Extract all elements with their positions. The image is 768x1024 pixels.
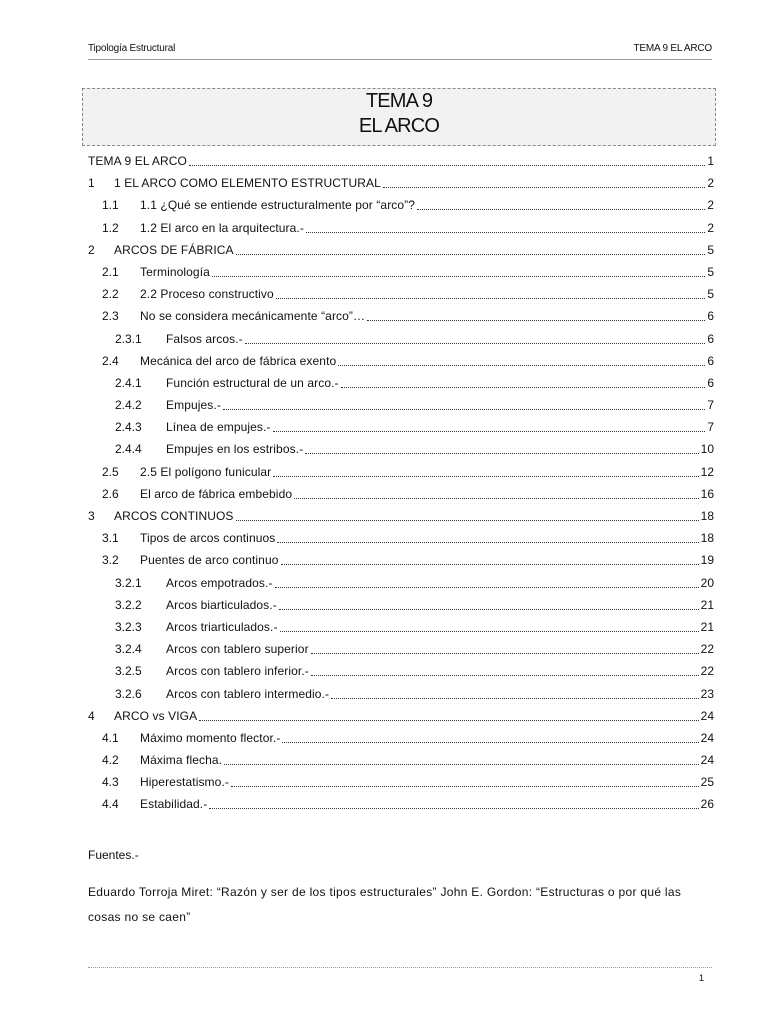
toc-entry-line [140,217,714,239]
toc-entry-line [166,372,714,394]
toc-entry[interactable] [88,305,714,327]
toc-entry[interactable] [88,527,714,549]
toc-entry-label: TEMA 9 EL ARCO [88,154,187,168]
header-chapter-title: TEMA 9 EL ARCO [633,43,712,54]
toc-entry-number: 3.1 [102,531,119,546]
toc-entry-line [166,438,714,460]
toc-entry[interactable] [88,283,714,305]
chapter-number: TEMA 9 [365,90,433,112]
toc-entry[interactable] [88,261,714,283]
toc-entry[interactable] [88,328,714,350]
footer-divider [88,967,712,968]
toc-entry-line [140,527,714,549]
toc-entry-label: 2.2 Proceso constructivo [140,287,274,302]
toc-entry-label: ARCO vs VIGA [114,708,198,723]
toc-entry-number: 2.5 [102,464,119,479]
toc-entry-page: 20 [700,575,714,590]
toc-entry-label: Línea de empujes.- [166,420,271,435]
toc-entry-number: 2.4.4 [115,442,142,457]
toc-entry-line [114,172,714,194]
toc-entry-number: 3 [88,509,95,523]
toc-entry-label: Mecánica del arco de fábrica exento [140,353,337,368]
toc-entry[interactable] [88,549,714,571]
toc-entry-label: Terminología [140,264,210,279]
toc-entry-page: 1 [707,154,714,168]
toc-leader-dots [341,372,706,388]
toc-entry[interactable] [88,239,714,261]
toc-entry[interactable] [88,416,714,438]
toc-entry-label: Arcos triarticulados.- [166,619,278,634]
toc-entry-line [140,461,714,483]
toc-entry[interactable] [88,372,714,394]
toc-entry[interactable] [88,505,714,527]
toc-entry-line [140,727,714,749]
toc-entry-label: Tipos de arcos continuos [140,531,276,546]
toc-entry-label: 2.5 El polígono funicular [140,464,272,479]
toc-entry-line [140,261,714,283]
toc-entry[interactable] [88,638,714,660]
toc-entry-page: 6 [707,309,714,324]
toc-leader-dots [311,660,699,676]
toc-entry-page: 24 [700,753,714,768]
toc-entry-line [166,416,714,438]
toc-entry-label: No se considera mecánicamente “arco”… [140,309,366,324]
toc-entry[interactable] [88,483,714,505]
toc-entry[interactable] [88,394,714,416]
toc-leader-dots [212,261,705,277]
toc-entry-label: ARCOS CONTINUOS [114,509,234,523]
toc-leader-dots [276,283,706,299]
toc-entry-label: Arcos con tablero inferior.- [166,664,309,679]
toc-entry-page: 5 [707,242,714,257]
toc-entry[interactable] [88,350,714,372]
toc-entry-number: 1 [88,176,95,191]
toc-entry-number: 1.1 [102,198,119,213]
toc-entry[interactable] [88,705,714,727]
toc-entry-label: El arco de fábrica embebido [140,486,293,501]
toc-entry-line [166,683,714,705]
toc-entry[interactable] [88,572,714,594]
toc-entry-label: Empujes en los estribos.- [166,442,304,457]
toc-entry[interactable] [88,660,714,682]
toc-entry-label: Arcos con tablero superior [166,642,309,657]
running-header [88,43,712,60]
toc-leader-dots [311,638,699,654]
toc-entry-page: 21 [700,619,714,634]
toc-entry-label: 1.1 ¿Qué se entiende estructuralmente por “arco”? [140,198,416,213]
toc-leader-dots [273,461,698,477]
sources-heading: Fuentes.- [88,848,139,862]
toc-entry-page: 5 [707,287,714,302]
toc-entry-label: Falsos arcos.- [166,331,243,346]
toc-entry-line [166,394,714,416]
toc-leader-dots [236,505,699,521]
toc-entry-page: 2 [707,220,714,235]
toc-entry-number: 3.2.5 [115,664,142,679]
toc-entry-number: 2.3 [102,309,119,324]
toc-entry-page: 24 [700,730,714,745]
toc-entry-number: 4.2 [102,753,119,768]
toc-entry-label: Empujes.- [166,398,221,413]
toc-entry[interactable] [88,150,714,172]
toc-entry[interactable] [88,727,714,749]
toc-entry-page: 18 [700,509,714,523]
toc-entry-line [166,616,714,638]
toc-entry-number: 2.2 [102,287,119,302]
toc-entry-page: 6 [707,353,714,368]
toc-leader-dots [367,305,705,321]
toc-entry[interactable] [88,616,714,638]
toc-entry-label: Estabilidad.- [140,797,208,812]
toc-entry-line [140,749,714,771]
toc-entry-page: 10 [700,442,714,457]
toc-leader-dots [331,683,699,699]
toc-entry-page: 12 [700,464,714,479]
toc-entry-number: 2.4.1 [115,375,142,390]
toc-entry-number: 3.2.2 [115,597,142,612]
toc-entry-page: 23 [700,686,714,701]
toc-leader-dots [338,350,705,366]
toc-entry-line [140,305,714,327]
toc-entry-number: 2 [88,242,95,257]
toc-entry[interactable] [88,438,714,460]
toc-entry-number: 1.2 [102,220,119,235]
toc-leader-dots [236,239,706,255]
toc-leader-dots [224,749,699,765]
chapter-name: EL ARCO [358,115,440,137]
toc-entry-number: 3.2.4 [115,642,142,657]
toc-entry[interactable] [88,749,714,771]
toc-entry-number: 2.3.1 [115,331,142,346]
toc-entry-line [140,793,714,815]
toc-entry-line [114,705,714,727]
toc-entry-line [114,239,714,261]
sources-text: Eduardo Torroja Miret: “Razón y ser de los tipos estructurales” John E. Gordon: “Estructuras o por qué las cosas no se caen” [88,885,682,924]
chapter-title-box [82,88,716,146]
toc-entry-page: 6 [707,375,714,390]
toc-entry[interactable] [88,217,714,239]
toc-leader-dots [189,150,705,166]
toc-entry-label: Máxima flecha. [140,753,223,768]
toc-entry[interactable] [88,683,714,705]
toc-leader-dots [209,793,698,809]
toc-entry-label: Puentes de arco continuo [140,553,279,568]
toc-entry-line [140,350,714,372]
toc-leader-dots [245,328,706,344]
toc-entry-page: 26 [700,797,714,812]
toc-entry-page: 22 [700,664,714,679]
toc-leader-dots [275,572,699,588]
toc-entry-label: Máximo momento flector.- [140,730,281,745]
toc-entry-label: 1.2 El arco en la arquitectura.- [140,220,304,235]
toc-entry[interactable] [88,594,714,616]
toc-entry[interactable] [88,793,714,815]
toc-entry-number: 2.6 [102,486,119,501]
toc-leader-dots [280,616,699,632]
toc-entry-page: 5 [707,264,714,279]
toc-entry-page: 6 [707,331,714,346]
toc-leader-dots [223,394,705,410]
toc-entry-page: 2 [707,198,714,213]
toc-entry-number: 3.2.3 [115,619,142,634]
toc-entry-page: 25 [700,775,714,790]
toc-entry-number: 3.2.6 [115,686,142,701]
toc-leader-dots [279,594,699,610]
toc-entry-number: 3.2.1 [115,575,142,590]
toc-entry-line [140,771,714,793]
toc-entry-label: ARCOS DE FÁBRICA [114,242,234,257]
toc-entry-line [140,549,714,571]
toc-entry-label: Función estructural de un arco.- [166,375,339,390]
toc-entry-label: Arcos biarticulados.- [166,597,277,612]
toc-leader-dots [306,217,705,233]
toc-leader-dots [305,438,698,454]
toc-entry-number: 4 [88,708,95,723]
toc-leader-dots [282,727,698,743]
toc-entry-line [140,483,714,505]
toc-entry-line [140,194,714,216]
toc-entry-line [166,594,714,616]
table-of-contents [88,150,714,816]
toc-leader-dots [231,771,699,787]
toc-entry-page: 2 [707,176,714,191]
toc-entry-line [166,572,714,594]
toc-leader-dots [281,549,699,565]
toc-entry-page: 21 [700,597,714,612]
toc-leader-dots [273,416,706,432]
toc-leader-dots [383,172,705,188]
sources-section [88,848,714,930]
toc-leader-dots [199,705,698,721]
toc-entry-number: 4.1 [102,730,119,745]
toc-entry-number: 4.4 [102,797,119,812]
toc-entry-number: 3.2 [102,553,119,568]
toc-entry-page: 16 [700,486,714,501]
toc-entry-line [140,283,714,305]
page-number: 1 [698,973,704,983]
toc-entry-page: 22 [700,642,714,657]
toc-entry-line [166,638,714,660]
toc-leader-dots [417,194,705,210]
toc-entry-page: 19 [700,553,714,568]
toc-entry-label: Arcos con tablero intermedio.- [166,686,330,701]
toc-entry-label: Hiperestatismo.- [140,775,229,790]
toc-entry-page: 24 [700,708,714,723]
toc-entry-label: 1 EL ARCO COMO ELEMENTO ESTRUCTURAL [114,176,381,191]
toc-entry-number: 2.4.3 [115,420,142,435]
toc-entry-line [114,505,714,527]
toc-entry-line [166,328,714,350]
header-document-title: Tipología Estructural [88,43,176,54]
toc-entry-page: 7 [707,398,714,413]
toc-entry-label: Arcos empotrados.- [166,575,273,590]
toc-leader-dots [277,527,698,543]
toc-entry-number: 2.4 [102,353,119,368]
toc-entry-number: 4.3 [102,775,119,790]
toc-entry[interactable] [88,172,714,194]
toc-entry-line [88,150,714,172]
toc-entry-number: 2.1 [102,264,119,279]
toc-entry-page: 7 [707,420,714,435]
toc-entry[interactable] [88,461,714,483]
toc-entry[interactable] [88,194,714,216]
toc-entry[interactable] [88,771,714,793]
toc-entry-number: 2.4.2 [115,398,142,413]
toc-entry-line [166,660,714,682]
toc-entry-page: 18 [700,531,714,546]
toc-leader-dots [294,483,699,499]
